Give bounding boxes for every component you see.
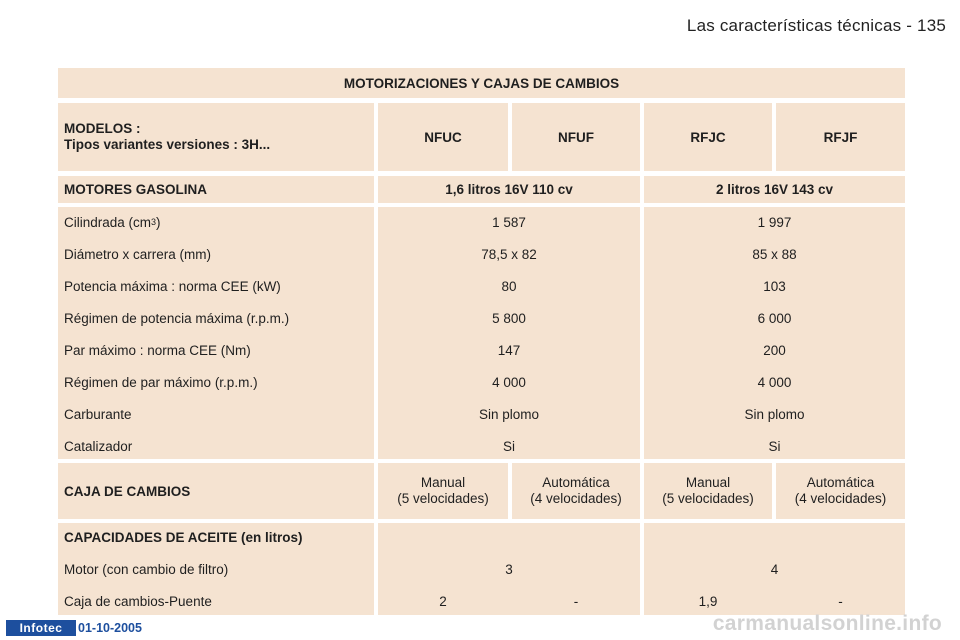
gearbox-label-cell bbox=[58, 463, 374, 519]
spec-value-a: Sin plomo bbox=[478, 406, 540, 422]
table-title-text: MOTORIZACIONES Y CAJAS DE CAMBIOS bbox=[343, 75, 620, 91]
engines-label-cell bbox=[58, 176, 374, 203]
page-header: Las características técnicas - 135 bbox=[686, 16, 946, 35]
gearbox-speeds: (5 velocidades) bbox=[397, 491, 489, 506]
spec-value-a: 80 bbox=[501, 278, 517, 294]
gearbox-speeds: (4 velocidades) bbox=[794, 491, 887, 506]
model-code-cell bbox=[512, 103, 640, 171]
watermark: carmanualsonline.info bbox=[712, 612, 942, 635]
oil-gearbox-value: - bbox=[838, 593, 843, 609]
model-code: RFJF bbox=[823, 129, 858, 145]
spec-value-b: 4 000 bbox=[757, 374, 792, 390]
engines-label: MOTORES GASOLINA bbox=[64, 182, 208, 197]
infotec-badge: Infotec bbox=[6, 620, 76, 636]
models-label-cell bbox=[58, 103, 374, 171]
model-code-cell bbox=[776, 103, 905, 171]
spec-value-b: 200 bbox=[763, 342, 786, 358]
oil-capacities-label: CAPACIDADES DE ACEITE (en litros) bbox=[64, 529, 303, 545]
spec-label: Régimen de potencia máxima (r.p.m.) bbox=[64, 310, 290, 326]
spec-value-b: 103 bbox=[763, 278, 786, 294]
model-code: NFUC bbox=[424, 129, 462, 145]
oil-gearbox-value: - bbox=[573, 593, 579, 609]
model-code-cell bbox=[378, 103, 508, 171]
spec-value-a: 5 800 bbox=[492, 310, 526, 326]
spec-label-superscript: 3 bbox=[151, 217, 157, 227]
gearbox-speeds: (4 velocidades) bbox=[530, 491, 622, 506]
engine-a-name: 1,6 litros 16V 110 cv bbox=[445, 182, 573, 197]
spec-value-b: 6 000 bbox=[757, 310, 792, 326]
footer-date: 01-10-2005 bbox=[78, 621, 142, 635]
spec-value-b: Si bbox=[768, 438, 781, 454]
spec-value-a: 147 bbox=[497, 342, 521, 358]
model-code: RFJC bbox=[690, 129, 726, 145]
table-title bbox=[58, 68, 905, 98]
oil-engine-label: Motor (con cambio de filtro) bbox=[64, 561, 229, 577]
spec-label: Régimen de par máximo (r.p.m.) bbox=[64, 374, 258, 390]
oil-engine-value-b: 4 bbox=[770, 561, 779, 577]
spec-value-b: 1 997 bbox=[757, 214, 792, 230]
gearbox-option-cell bbox=[776, 463, 905, 519]
oil-gearbox-value: 1,9 bbox=[698, 593, 718, 609]
spec-label: Potencia máxima : norma CEE (kW) bbox=[64, 278, 281, 294]
spec-label: Catalizador bbox=[64, 438, 133, 454]
spec-label bbox=[64, 210, 161, 234]
gearbox-option-cell bbox=[644, 463, 772, 519]
spec-value-b: 85 x 88 bbox=[752, 246, 797, 262]
oil-gearbox-label: Caja de cambios-Puente bbox=[64, 593, 212, 609]
models-label: MODELOS : bbox=[64, 121, 141, 136]
oil-engine-value-a: 3 bbox=[505, 561, 513, 577]
gearbox-type: Manual bbox=[420, 475, 466, 490]
gearbox-label: CAJA DE CAMBIOS bbox=[64, 483, 191, 499]
engine-b-cell bbox=[644, 176, 905, 203]
spec-label: Carburante bbox=[64, 406, 132, 422]
spec-label-text: Cilindrada (cm bbox=[64, 214, 152, 230]
gearbox-type: Automática bbox=[542, 475, 610, 490]
spec-value-b: Sin plomo bbox=[744, 406, 805, 422]
spec-value-a: 4 000 bbox=[492, 374, 526, 390]
spec-value-a: Si bbox=[502, 438, 515, 454]
spec-value-a: 1 587 bbox=[492, 214, 526, 230]
model-code-cell bbox=[644, 103, 772, 171]
engine-a-cell bbox=[378, 176, 640, 203]
gearbox-option-cell bbox=[378, 463, 508, 519]
spec-value-a: 78,5 x 82 bbox=[481, 246, 537, 262]
models-variants-label: Tipos variantes versiones : 3H... bbox=[64, 137, 271, 152]
oil-gearbox-value: 2 bbox=[439, 593, 447, 609]
spec-label: Diámetro x carrera (mm) bbox=[64, 246, 212, 262]
gearbox-speeds: (5 velocidades) bbox=[662, 491, 754, 506]
engine-b-name: 2 litros 16V 143 cv bbox=[715, 182, 834, 197]
spec-label-tail: ) bbox=[156, 214, 161, 230]
gearbox-type: Automática bbox=[806, 475, 875, 490]
spec-label: Par máximo : norma CEE (Nm) bbox=[64, 342, 251, 358]
model-code: NFUF bbox=[558, 129, 594, 145]
gearbox-type: Manual bbox=[685, 475, 731, 490]
gearbox-option-cell bbox=[512, 463, 640, 519]
